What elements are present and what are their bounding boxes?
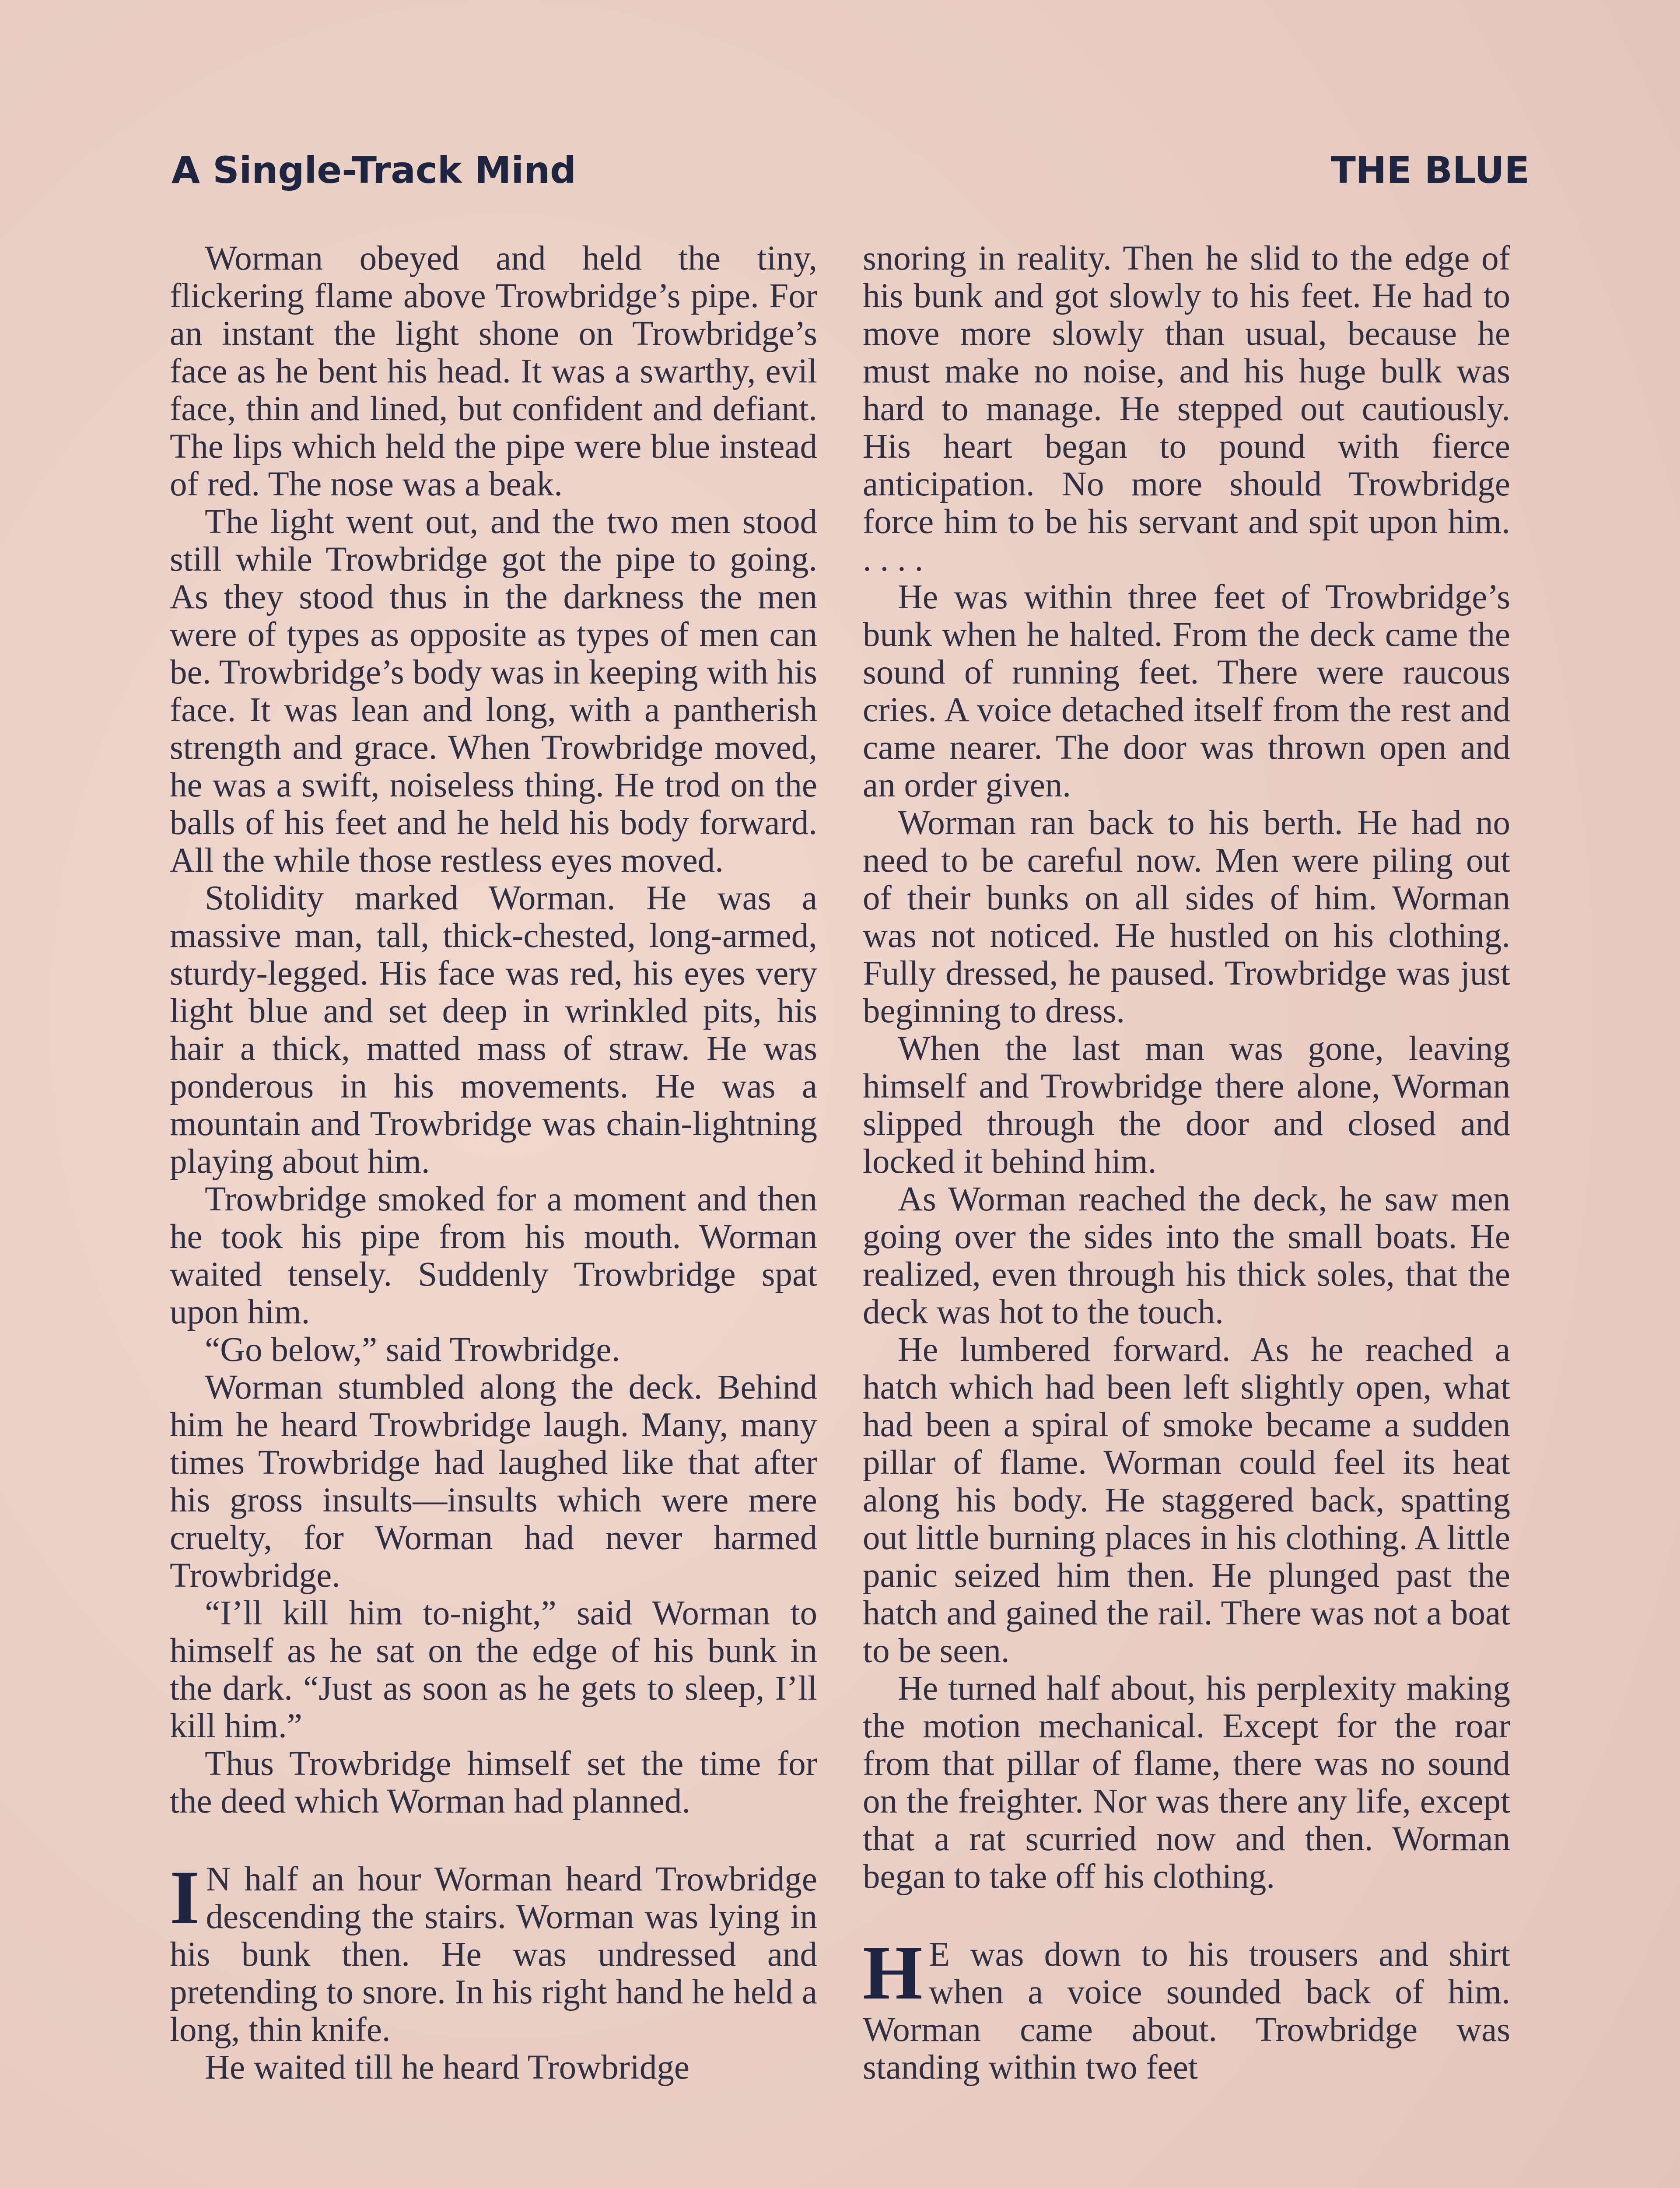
paragraph: He was within three feet of Trowbridge’s bunk when he halted. From the deck came the sound of running feet. There were raucous cries. A voice detached itself from the rest and came nearer. The door was thrown open and an order given. — [863, 578, 1510, 804]
section-opening-paragraph — [863, 1930, 1510, 2086]
paragraph: Worman obeyed and held the tiny, flickering flame above Trowbridge’s pipe. For an instant the light shone on Trowbridge’s face as he bent his head. It was a swarthy, evil face, thin and lined, but confident and defiant. The lips which held the pipe were blue instead of red. The nose was a beak. — [170, 239, 817, 503]
paragraph: “I’ll kill him to-night,” said Worman to himself as he sat on the edge of his bunk in the dark. “Just as soon as he gets to sleep, I’ll kill him.” — [170, 1594, 817, 1745]
paragraph: He waited till he heard Trowbridge — [205, 2048, 690, 2086]
paragraph: When the last man was gone, leaving himself and Trowbridge there alone, Worman slipped through the door and closed and locked it behind him. — [863, 1030, 1510, 1181]
drop-cap: I — [170, 1855, 200, 1940]
paragraph: As Worman reached the deck, he saw men going over the sides into the small boats. He realized, even through his thick soles, that the deck was hot to the touch. — [863, 1180, 1510, 1331]
section-opening-text: N half an hour Worman heard Trowbridge descending the stairs. Worman was lying in his bunk then. He was undressed and pretending to snore. In his right hand he held a long, thin knife. — [170, 1860, 817, 2049]
right-column — [863, 240, 1510, 2086]
paragraph: Thus Trowbridge himself set the time for the deed which Worman had planned. — [170, 1745, 817, 1820]
paragraph: Trowbridge smoked for a moment and then he took his pipe from his mouth. Worman waited tensely. Suddenly Trowbridge spat upon him. — [170, 1180, 817, 1331]
left-column — [170, 240, 817, 2086]
section-break — [863, 1896, 1510, 1936]
paragraph: “Go below,” said Trowbridge. — [205, 1331, 620, 1369]
magazine-title: THE BLUE — [1330, 149, 1530, 192]
section-opening-paragraph — [170, 1855, 817, 2049]
paragraph: He turned half about, his perplexity making the motion mechanical. Except for the roar from that pillar of flame, there was no sound on the freighter. Nor was there any life, except that a rat scurried now and then. Worman began to take off his clothing. — [863, 1669, 1510, 1896]
running-head — [172, 149, 1530, 201]
drop-cap: H — [863, 1930, 923, 2016]
paragraph: He lumbered forward. As he reached a hatch which had been left slightly open, what had been a spiral of smoke became a sudden pillar of flame. Worman could feel its heat along his body. He staggered back, spatting out little burning places in his clothing. A little panic seized him then. He plunged past the hatch and gained the rail. There was not a boat to be seen. — [863, 1331, 1510, 1670]
continued-paragraph: snoring in reality. Then he slid to the edge of his bunk and got slowly to his feet. He had to move more slowly than usual, because he must make no noise, and his huge bulk was hard to manage. He stepped out cautiously. His heart began to pound with fierce anticipation. No more should Trowbridge force him to be his servant and spit upon him. . . . . — [863, 239, 1510, 579]
paragraph: Worman stumbled along the deck. Behind him he heard Trowbridge laugh. Many, many times Trowbridge had laughed like that after his gross insults—insults which were mere cruelty, for Worman had never harmed Trowbridge. — [170, 1368, 817, 1595]
paragraph: The light went out, and the two men stood still while Trowbridge got the pipe to going. As they stood thus in the darkness the men were of types as opposite as types of men can be. Trowbridge’s body was in keeping with his face. It was lean and long, with a pantherish strength and grace. When Trowbridge moved, he was a swift, noiseless thing. He trod on the balls of his feet and he held his body forward. All the while those restless eyes moved. — [170, 503, 817, 880]
paragraph: Worman ran back to his berth. He had no need to be careful now. Men were piling out of their bunks on all sides of him. Worman was not noticed. He hustled on his clothing. Fully dressed, he paused. Trowbridge was just beginning to dress. — [863, 804, 1510, 1030]
section-break — [170, 1820, 817, 1861]
story-title: A Single-Track Mind — [172, 149, 577, 192]
paragraph: Stolidity marked Worman. He was a massive man, tall, thick-chested, long-armed, sturdy-legged. His face was red, his eyes very light blue and set deep in wrinkled pits, his hair a thick, matted mass of straw. He was ponderous in his movements. He was a mountain and Trowbridge was chain-lightning playing about him. — [170, 879, 817, 1181]
section-opening-text: E was down to his trousers and shirt when a voice sounded back of him. Worman came about. Trowbridge was standing within two feet — [863, 1936, 1510, 2086]
